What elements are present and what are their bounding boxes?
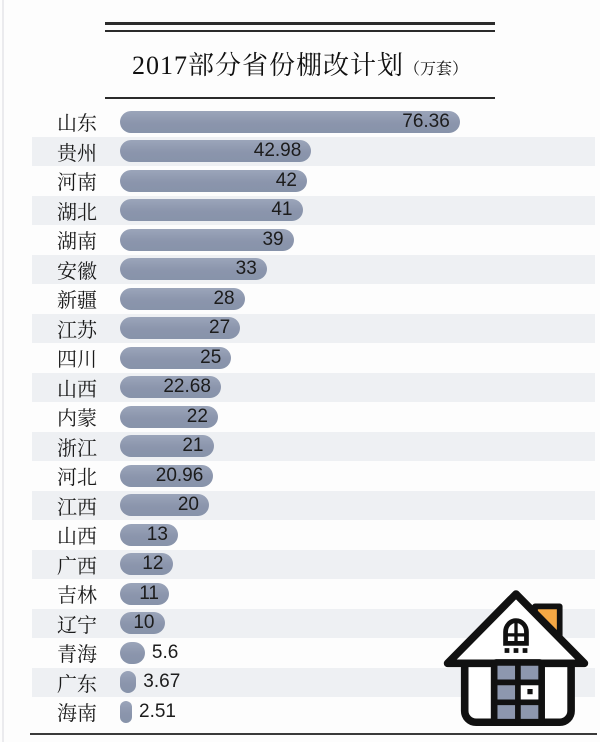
bar — [120, 406, 218, 428]
bar-value: 27 — [209, 317, 231, 339]
chart-row — [0, 373, 600, 403]
chart-row — [0, 550, 600, 580]
bar-wrap — [120, 288, 600, 310]
chart-title-unit: （万套） — [404, 61, 469, 78]
bar — [120, 229, 294, 251]
bar — [120, 524, 178, 546]
title-top-double-rule — [105, 22, 495, 32]
row-label: 贵州 — [57, 142, 97, 165]
row-label: 吉林 — [57, 585, 97, 608]
bar — [120, 553, 173, 575]
row-label: 安徽 — [57, 260, 97, 283]
bar — [120, 612, 165, 634]
bar — [120, 317, 240, 339]
row-label: 青海 — [57, 644, 97, 667]
bar-wrap — [120, 170, 600, 192]
title-block — [105, 22, 495, 99]
bar-value: 13 — [146, 523, 168, 545]
row-label: 浙江 — [57, 437, 97, 460]
bar — [120, 347, 231, 369]
bar-value: 25 — [200, 346, 222, 368]
row-label: 四川 — [57, 349, 97, 372]
bar-wrap — [120, 465, 600, 487]
chart-row — [0, 196, 600, 226]
bar-wrap — [120, 140, 600, 162]
bar — [120, 435, 214, 457]
row-label: 江西 — [57, 496, 97, 519]
bar-wrap — [120, 553, 600, 575]
row-label: 广西 — [57, 555, 97, 578]
row-label: 河北 — [57, 467, 97, 490]
bar-value: 11 — [139, 582, 159, 604]
bar-value: 42 — [275, 169, 297, 191]
row-label: 湖北 — [57, 201, 97, 224]
bar-value: 33 — [235, 258, 257, 280]
bar-value: 42.98 — [253, 140, 302, 162]
row-label: 内蒙 — [57, 408, 97, 431]
chart-row — [0, 432, 600, 462]
bar-value: 28 — [213, 287, 235, 309]
bar-wrap — [120, 317, 600, 339]
bar-wrap — [120, 524, 600, 546]
chart-row — [0, 137, 600, 167]
bar — [120, 288, 245, 310]
bar-value: 39 — [262, 228, 284, 250]
bar-wrap — [120, 199, 600, 221]
bar — [120, 376, 221, 398]
bar-value: 3.67 — [143, 671, 181, 693]
bar-wrap — [120, 435, 600, 457]
bar — [120, 258, 267, 280]
chart-row — [0, 520, 600, 550]
bar-wrap — [120, 229, 600, 251]
row-label: 江苏 — [57, 319, 97, 342]
row-label: 辽宁 — [57, 614, 97, 637]
chart-row — [0, 314, 600, 344]
chart-row — [0, 491, 600, 521]
bar-value: 20 — [177, 494, 199, 516]
bar — [120, 465, 213, 487]
bar — [120, 494, 209, 516]
bar-value: 76.36 — [402, 110, 450, 132]
bar-wrap — [120, 111, 600, 133]
bar — [120, 701, 132, 723]
bar-value: 22.68 — [163, 376, 211, 398]
bar-value: 22 — [186, 405, 208, 427]
bar-value: 10 — [133, 612, 155, 634]
row-label: 山东 — [57, 113, 97, 136]
bar-wrap — [120, 347, 600, 369]
bar — [120, 170, 307, 192]
bar — [120, 199, 303, 221]
chart-row — [0, 343, 600, 373]
bar-wrap — [120, 376, 600, 398]
bar — [120, 642, 145, 664]
bar-wrap — [120, 494, 600, 516]
bar — [120, 583, 169, 605]
chart-row — [0, 255, 600, 285]
chart-title-text: 2017部分省份棚改计划 — [131, 51, 404, 80]
bar-value: 5.6 — [151, 641, 179, 663]
chart-row — [0, 166, 600, 196]
bar — [120, 140, 311, 162]
chart-row — [0, 284, 600, 314]
row-label: 山西 — [57, 378, 97, 401]
bar — [120, 111, 460, 133]
house-icon — [440, 589, 592, 732]
chart-row — [0, 402, 600, 432]
bar-value: 20.96 — [155, 464, 204, 486]
bar-wrap — [120, 406, 600, 428]
bar-wrap — [120, 258, 600, 280]
chart-row — [0, 107, 600, 137]
bar — [120, 671, 136, 693]
title-bottom-rule — [105, 97, 495, 99]
row-label: 新疆 — [57, 290, 97, 313]
row-label: 河南 — [57, 172, 97, 195]
row-label: 湖南 — [57, 231, 97, 254]
bar-value: 21 — [182, 435, 204, 457]
row-label: 山西 — [57, 526, 97, 549]
bar-value: 2.51 — [139, 700, 176, 722]
row-label: 海南 — [57, 703, 97, 726]
row-label: 广东 — [57, 673, 97, 696]
chart-row — [0, 225, 600, 255]
bar-value: 12 — [142, 553, 164, 575]
chart-row — [0, 461, 600, 491]
bottom-rule — [30, 733, 597, 735]
bar-value: 41 — [271, 199, 293, 221]
chart-title — [105, 32, 495, 97]
